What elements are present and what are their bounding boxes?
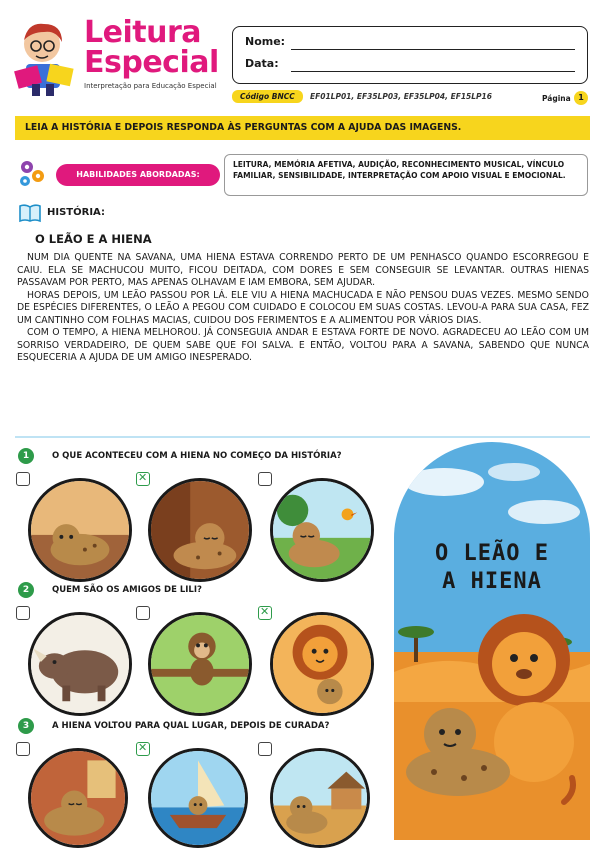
lion-and-hyena-image — [270, 612, 374, 716]
question-text: QUEM SÃO OS AMIGOS DE LILI? — [52, 585, 202, 595]
q2-option-2[interactable] — [136, 606, 256, 720]
skills-text: LEITURA, MEMÓRIA AFETIVA, AUDIÇÃO, RECONHECIMENTO MUSICAL, VÍNCULO FAMILIAR, SENSIBILIDADE, INTERPRETAÇÃO COM APOIO VISUAL E EMOCIONAL. — [224, 154, 588, 196]
q3-option-3[interactable] — [258, 742, 378, 850]
story-text — [17, 252, 589, 365]
name-row[interactable] — [245, 35, 575, 53]
brand-title-line1: Leitura — [84, 15, 201, 50]
bncc-codes: EF01LP01, EF35LP03, EF35LP04, EF15LP16 — [310, 92, 492, 101]
instruction-banner: LEIA A HISTÓRIA E DEPOIS RESPONDA ÀS PERGUNTAS COM A AJUDA DAS IMAGENS. — [15, 116, 590, 140]
story-paragraph: HORAS DEPOIS, UM LEÃO PASSOU POR LÁ. ELE VIU A HIENA MACHUCADA E NÃO PENSOU DUAS VEZES. MESMO SENDO DE ESPÉCIES DIFERENTES, O LEÃO A PEGOU COM CUIDADO E COLOCOU EM SUAS COSTAS. LEVOU-A PARA SUA CASA, FEZ UM CANTINHO COM FOLHAS MACIAS, CUIDOU DOS FERIMENTOS E A ALIMENTOU POR VÁRIOS DIAS. — [17, 289, 589, 326]
story-paragraph: NUM DIA QUENTE NA SAVANA, UMA HIENA ESTAVA CORRENDO PERTO DE UM PENHASCO QUANDO ESCORREGOU E CAIU. ELA SE MACHUCOU MUITO, FICOU DEITADA, COM DORES E SEM CONSEGUIR SE LEVANTAR. OUTRAS HIENAS PASSAVAM POR PERTO, MAS APENAS OLHAVAM E IAM EMBORA, SEM AJUDAR. — [17, 252, 589, 288]
cover-title-line2: A HIENA — [442, 569, 542, 594]
q1-option-1[interactable] — [16, 472, 136, 586]
hyena-on-boat-image — [148, 748, 248, 848]
date-line[interactable] — [291, 71, 575, 72]
section-divider — [15, 436, 590, 438]
bncc-row — [232, 90, 588, 104]
hyena-at-home-image — [28, 748, 128, 848]
answer-checkbox[interactable] — [136, 606, 150, 620]
name-label: Nome: — [245, 35, 286, 48]
q2-option-3[interactable] — [258, 606, 378, 720]
question-number: 1 — [18, 448, 34, 464]
monkey-image — [148, 612, 252, 716]
q3-option-2[interactable] — [136, 742, 256, 850]
brand-logo — [84, 15, 234, 90]
brand-title-line2: Especial — [84, 45, 219, 80]
hyena-with-bird-image — [270, 478, 374, 582]
hyena-fallen-cliff-image — [148, 478, 252, 582]
student-info-box — [232, 26, 588, 84]
answer-checkbox[interactable] — [258, 742, 272, 756]
question-text: O QUE ACONTECEU COM A HIENA NO COMEÇO DA HISTÓRIA? — [52, 451, 342, 461]
hyena-near-hut-image — [270, 748, 370, 848]
hyena-lying-image — [28, 478, 132, 582]
q2-option-1[interactable] — [16, 606, 136, 720]
name-line[interactable] — [291, 49, 575, 50]
story-section-label: HISTÓRIA: — [47, 207, 105, 218]
date-label: Data: — [245, 57, 279, 70]
answer-checkbox[interactable] — [258, 472, 272, 486]
story-title: O LEÃO E A HIENA — [35, 232, 152, 246]
q3-option-1[interactable] — [16, 742, 136, 850]
page-number: 1 — [574, 91, 588, 105]
answer-checkbox[interactable] — [16, 606, 30, 620]
mascot-reader-illustration — [12, 18, 78, 98]
question-text: A HIENA VOLTOU PARA QUAL LUGAR, DEPOIS DE CURADA? — [52, 721, 330, 731]
q1-option-2[interactable] — [136, 472, 256, 586]
brand-subtitle: Interpretação para Educação Especial — [84, 82, 217, 90]
q1-option-3[interactable] — [258, 472, 378, 586]
answer-checkbox[interactable] — [16, 742, 30, 756]
cover-title — [394, 540, 590, 596]
gears-icon — [16, 158, 48, 188]
book-icon — [18, 203, 42, 223]
book-cover-art — [394, 442, 590, 840]
page-label: Página — [542, 94, 571, 103]
answer-checkbox-checked[interactable] — [136, 742, 150, 756]
answer-checkbox-checked[interactable] — [258, 606, 272, 620]
rhino-image — [28, 612, 132, 716]
story-paragraph: COM O TEMPO, A HIENA MELHOROU. JÁ CONSEGUIA ANDAR E ESTAVA FORTE DE NOVO. AGRADECEU AO LEÃO COM UM SORRISO VERDADEIRO, DE QUEM SABE QUE FOI SALVA. E ENTÃO, VOLTOU PARA A SAVANA, SABENDO QUE NUNCA ESQUECERIA A AJUDA DE UM AMIGO INESPERADO. — [17, 327, 589, 363]
cover-title-line1: O LEÃO E — [435, 541, 549, 566]
question-number: 2 — [18, 582, 34, 598]
skills-badge: HABILIDADES ABORDADAS: — [56, 164, 220, 186]
bncc-badge: Código BNCC — [232, 90, 303, 103]
answer-checkbox[interactable] — [16, 472, 30, 486]
question-number: 3 — [18, 718, 34, 734]
date-row[interactable] — [245, 57, 575, 75]
book-cover-illustration — [394, 442, 590, 840]
answer-checkbox-checked[interactable] — [136, 472, 150, 486]
